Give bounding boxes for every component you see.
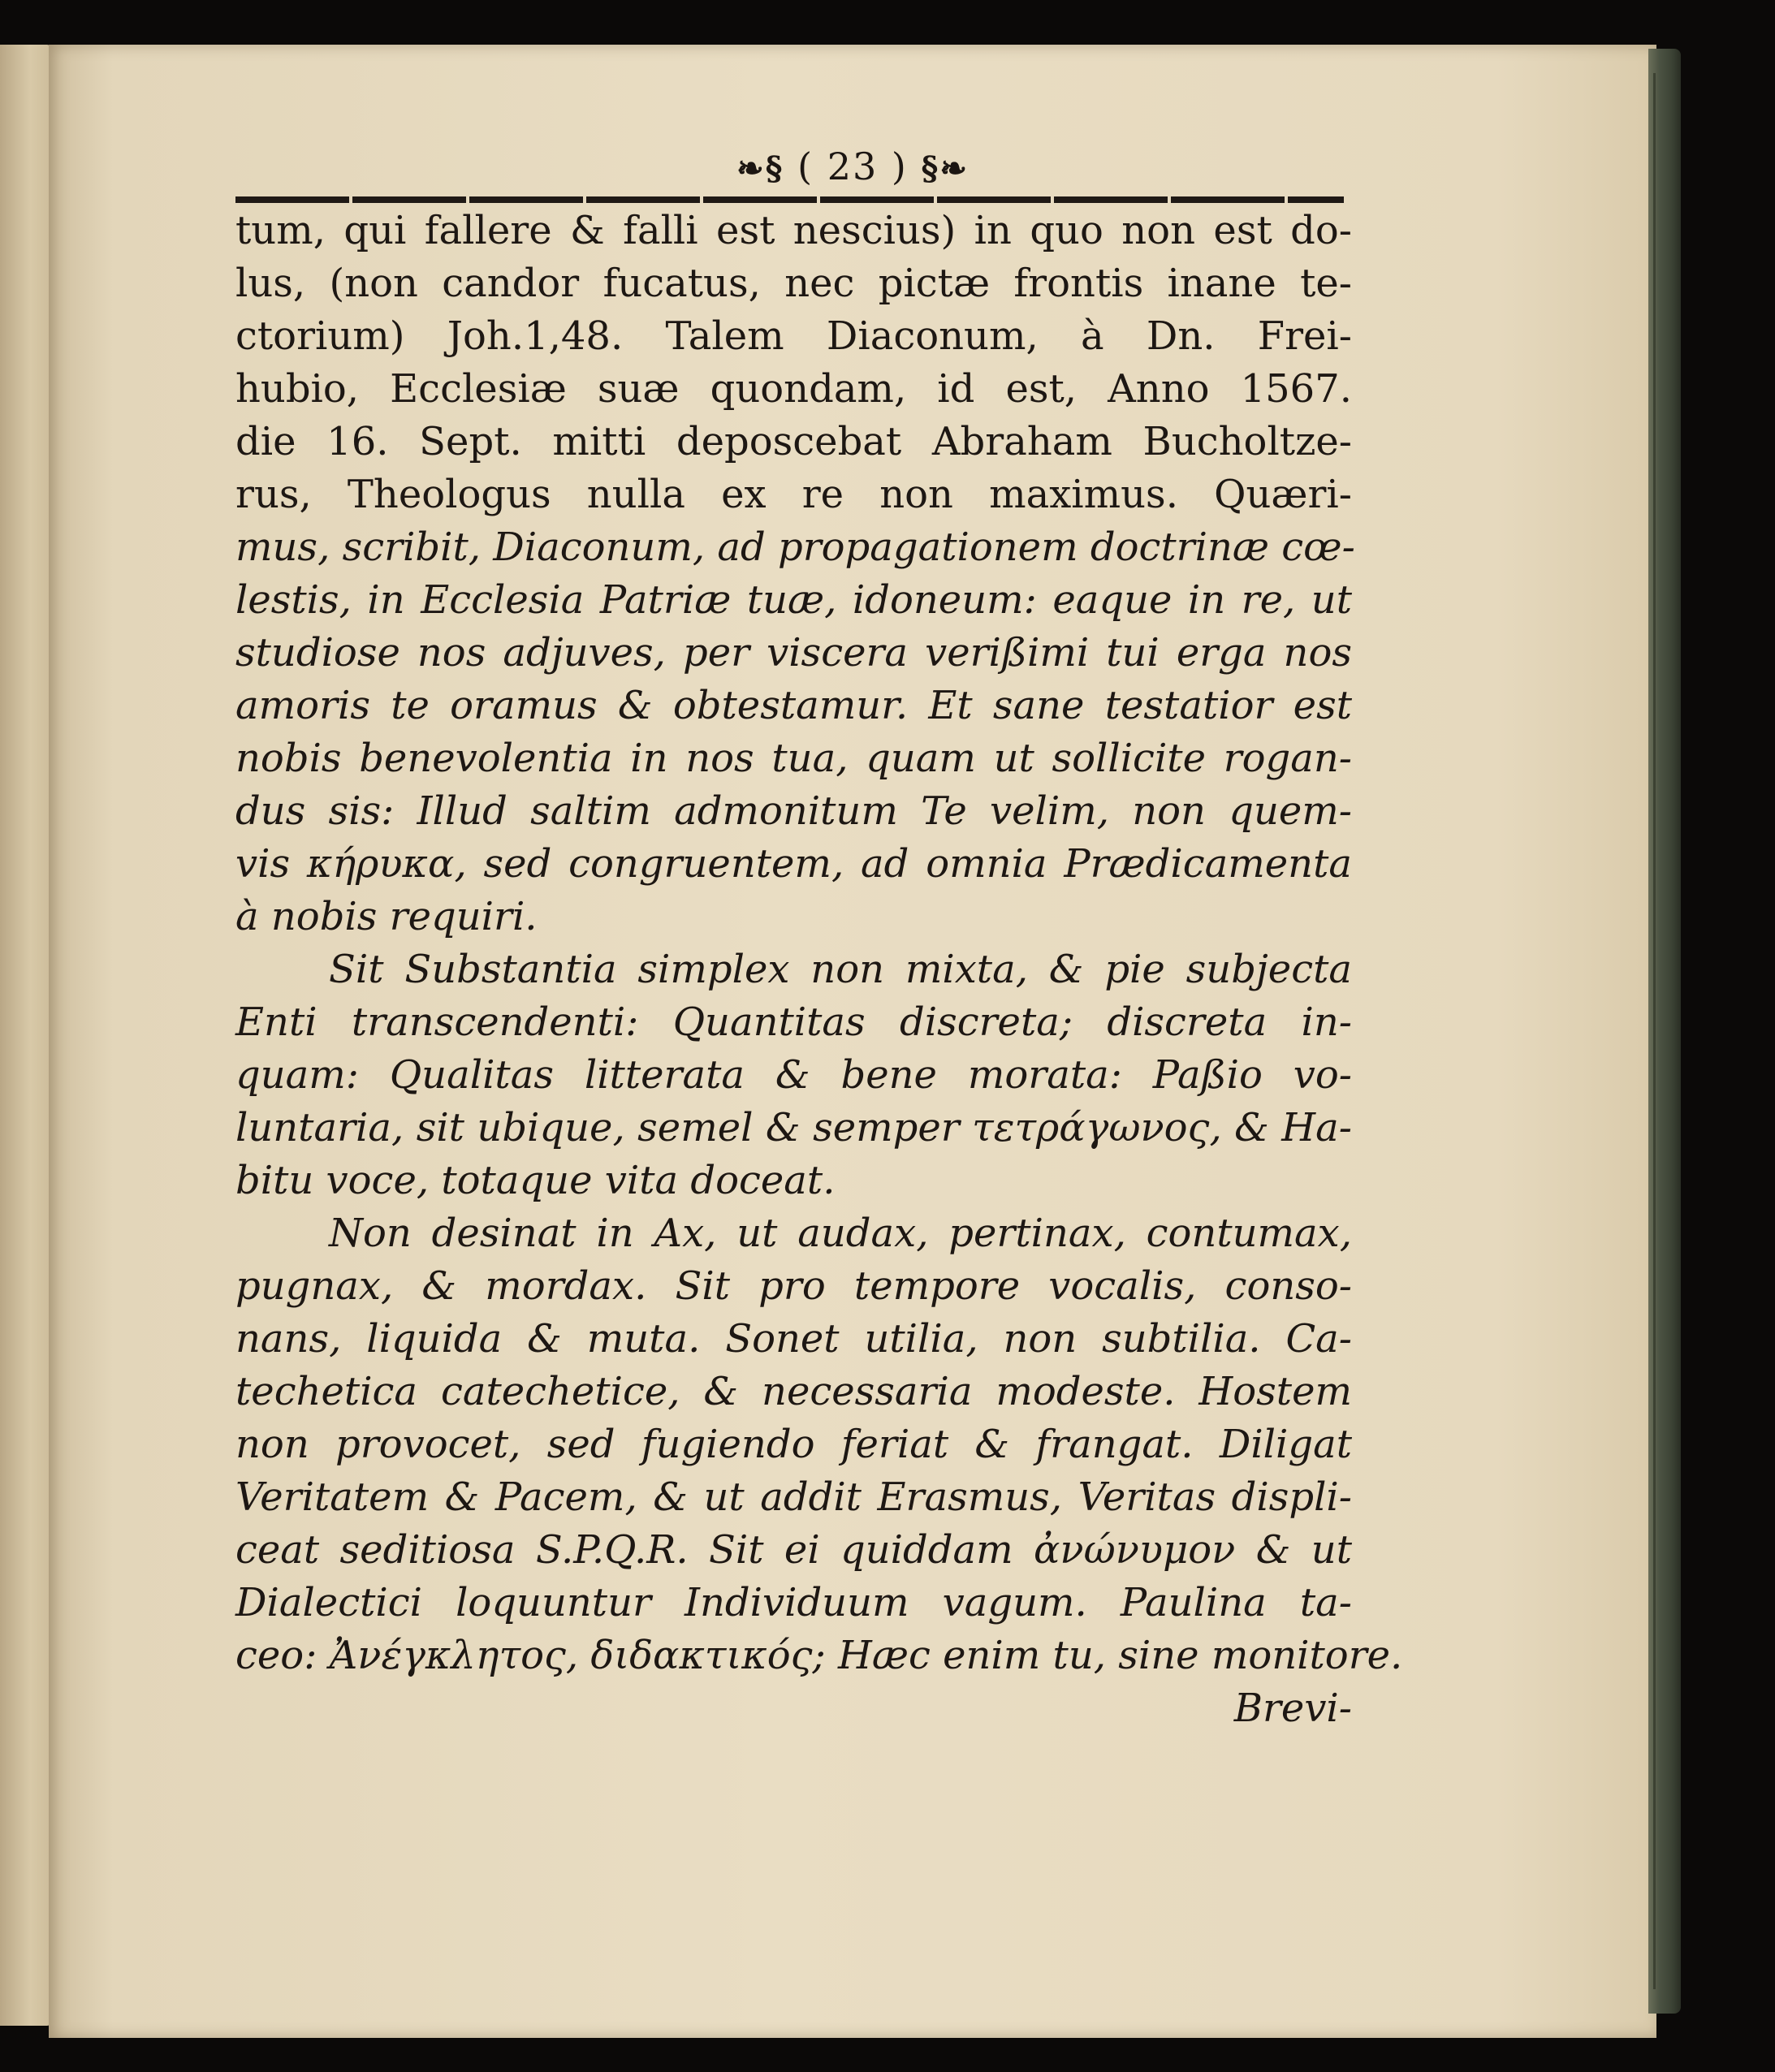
text-line: Enti transcendenti: Quantitas discreta; discreta in- xyxy=(235,999,1352,1045)
page-number: ( 23 ) xyxy=(797,145,908,188)
text-line: bitu voce, totaque vita doceat. xyxy=(235,1158,836,1203)
text-line: nans, liquida & muta. Sonet utilia, non subtilia. Ca- xyxy=(235,1316,1352,1362)
header-ornament-right: §❧ xyxy=(921,149,969,188)
text-line: pugnax, & mordax. Sit pro tempore vocalis, conso- xyxy=(235,1263,1352,1309)
text-line: tum, qui fallere & falli est nescius) in quo non est do- xyxy=(235,208,1352,253)
page-header xyxy=(49,145,1656,193)
text-line: non provocet, sed fugiendo feriat & frangat. Diligat xyxy=(235,1422,1352,1467)
text-line: mus, scribit, Diaconum, ad propagationem doctrinæ cœ- xyxy=(235,524,1355,570)
text-line: Sit Substantia simplex non mixta, & pie subjecta xyxy=(329,947,1352,992)
text-line: rus, Theologus nulla ex re non maximus. Quæri- xyxy=(235,472,1352,517)
text-line: ceat seditiosa S.P.Q.R. Sit ei quiddam ἀνώνυμον & ut xyxy=(235,1527,1352,1573)
text-line: lestis, in Ecclesia Patriæ tuæ, idoneum: eaque in re, ut xyxy=(235,577,1352,623)
text-line: studiose nos adjuves, per viscera verißimi tui erga nos xyxy=(235,630,1352,676)
header-ornament-left: ❧§ xyxy=(736,149,784,188)
text-line: nobis benevolentia in nos tua, quam ut sollicite rogan- xyxy=(235,736,1352,781)
text-line: quam: Qualitas litterata & bene morata: Paßio vo- xyxy=(235,1052,1352,1098)
text-line: hubio, Ecclesiæ suæ quondam, id est, Anno 1567. xyxy=(235,366,1352,412)
text-line: Non desinat in Ax, ut audax, pertinax, contumax, xyxy=(329,1211,1352,1256)
text-line: vis κήρυκα, sed congruentem, ad omnia Prædicamenta xyxy=(235,841,1352,887)
text-line: à nobis requiri. xyxy=(235,894,538,939)
text-line: lus, (non candor fucatus, nec pictæ frontis inane te- xyxy=(235,261,1352,306)
text-line: dus sis: Illud saltim admonitum Te velim, non quem- xyxy=(235,788,1352,834)
text-line: amoris te oramus & obtestamur. Et sane testatior est xyxy=(235,683,1352,728)
text-line: die 16. Sept. mitti deposcebat Abraham Bucholtze- xyxy=(235,419,1352,464)
text-line: ceo: Ἀνέγκλητος, διδακτικός; Hæc enim tu, sine monitore. xyxy=(235,1633,1403,1678)
text-line: ctorium) Joh.1,48. Talem Diaconum, à Dn. Frei- xyxy=(235,313,1352,359)
text-line: luntaria, sit ubique, semel & semper τετράγωνος, & Ha- xyxy=(235,1105,1352,1150)
page-body xyxy=(235,205,1403,1735)
catchword: Brevi- xyxy=(1233,1686,1352,1731)
text-line: Dialectici loquuntur Individuum vagum. Paulina ta- xyxy=(235,1580,1352,1625)
fore-edge-shadow xyxy=(1653,73,1656,1989)
text-line: Veritatem & Pacem, & ut addit Erasmus, Veritas displi- xyxy=(235,1474,1352,1520)
facing-page-edge xyxy=(0,45,50,2026)
header-rule xyxy=(235,196,1344,203)
text-line: techetica catechetice, & necessaria modeste. Hostem xyxy=(235,1369,1352,1414)
